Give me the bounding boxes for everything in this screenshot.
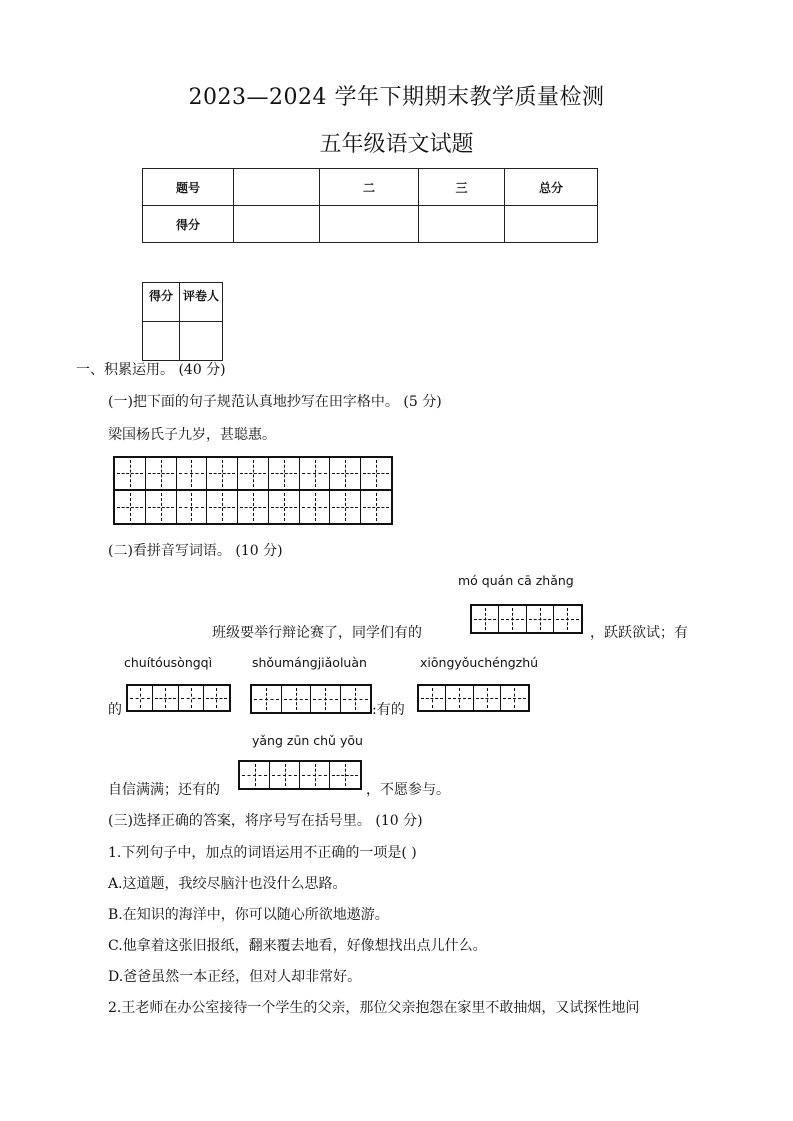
section-title: 一、积累运用。 (40 分) <box>76 362 226 378</box>
score-cell: 得分 <box>143 206 234 243</box>
question-1: 1.下列句子中，加点的词语运用不正确的一项是( ) <box>108 845 417 861</box>
answer-grid[interactable] <box>238 760 362 790</box>
sentence-text: 班级要举行辩论赛了，同学们有的 <box>212 625 422 641</box>
answer-grid[interactable] <box>126 684 231 712</box>
grader-name-label: 评卷人 <box>180 283 223 322</box>
pinyin-label: xiōngyǒuchéngzhú <box>420 655 539 670</box>
score-table-row <box>143 206 598 243</box>
part1-sentence: 梁国杨氏子九岁，甚聪惠。 <box>108 427 276 443</box>
score-cell[interactable] <box>234 206 320 243</box>
pinyin-label: chuítóusòngqì <box>124 655 213 670</box>
score-cell: 题号 <box>143 169 234 206</box>
grader-box <box>142 282 223 361</box>
pinyin-label: mó quán cā zhǎng <box>458 573 574 588</box>
grader-score-cell[interactable] <box>143 322 180 361</box>
option-d: D.爸爸虽然一本正经，但对人却非常好。 <box>108 969 362 985</box>
grader-score-label: 得分 <box>143 283 180 322</box>
score-cell[interactable] <box>419 206 505 243</box>
pinyin-label: yǎng zūn chǔ yōu <box>252 733 363 748</box>
exam-title: 2023—2024 学年下期期末教学质量检测 <box>188 85 605 110</box>
question-2: 2.王老师在办公室接待一个学生的父亲，那位父亲抱怨在家里不敢抽烟，又试探性地问 <box>108 1000 640 1016</box>
part2-title: (二)看拼音写词语。 (10 分) <box>108 543 283 559</box>
sentence-text: 的 <box>108 702 122 718</box>
option-b: B.在知识的海洋中，你可以随心所欲地遨游。 <box>108 907 389 923</box>
score-cell <box>234 169 320 206</box>
option-c: C.他拿着这张旧报纸，翻来覆去地看，好像想找出点儿什么。 <box>108 938 487 954</box>
grader-name-cell[interactable] <box>180 322 223 361</box>
score-cell: 三 <box>419 169 505 206</box>
sentence-text: ，不愿参与。 <box>366 782 450 798</box>
score-table-row <box>143 169 598 206</box>
pinyin-label: shǒumángjiǎoluàn <box>252 655 367 670</box>
part1-title: (一)把下面的句子规范认真地抄写在田字格中。 (5 分) <box>108 394 442 410</box>
copy-writing-grid[interactable] <box>113 456 393 525</box>
score-cell: 总分 <box>505 169 598 206</box>
option-a: A.这道题，我绞尽脑汁也没什么思路。 <box>108 876 347 892</box>
answer-grid[interactable] <box>417 684 530 712</box>
sentence-text: 自信满满；还有的 <box>108 782 220 798</box>
sentence-text: ，跃跃欲试；有 <box>590 625 688 641</box>
sentence-text: :有的 <box>372 702 405 718</box>
score-cell: 二 <box>320 169 419 206</box>
answer-grid[interactable] <box>470 604 583 634</box>
score-cell[interactable] <box>320 206 419 243</box>
answer-grid[interactable] <box>250 684 372 714</box>
subject-title: 五年级语文试题 <box>319 132 474 157</box>
part3-title: (三)选择正确的答案，将序号写在括号里。 (10 分) <box>108 813 423 829</box>
score-cell[interactable] <box>505 206 598 243</box>
score-table <box>142 168 598 243</box>
